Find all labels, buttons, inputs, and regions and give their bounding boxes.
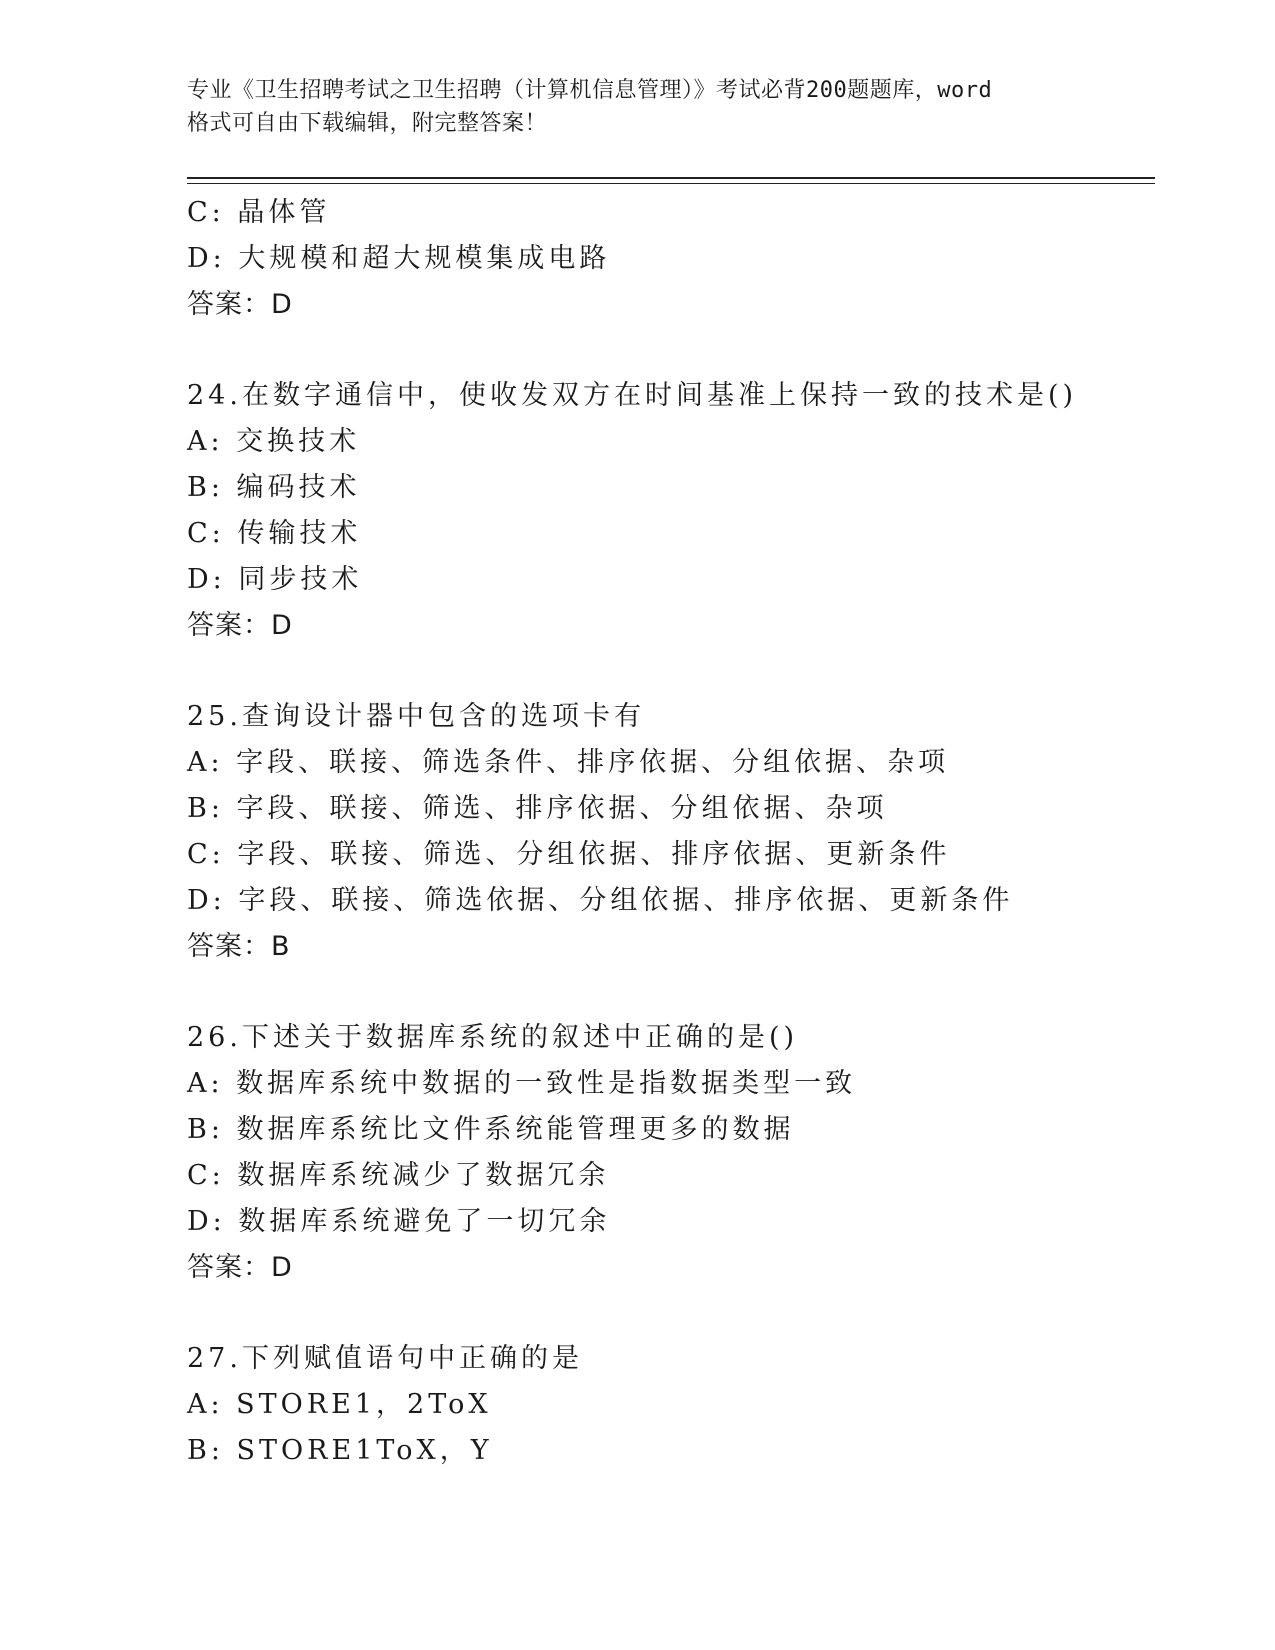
option-d: D: 大规模和超大规模集成电路 bbox=[187, 243, 611, 274]
question-27 bbox=[187, 1336, 1147, 1474]
option-c: C: 传输技术 bbox=[187, 518, 362, 549]
option-d: D: 字段、联接、筛选依据、分组依据、排序依据、更新条件 bbox=[187, 885, 1014, 916]
question-25 bbox=[187, 694, 1147, 970]
option-d: D: 同步技术 bbox=[187, 564, 363, 595]
question-stem: 27.下列赋值语句中正确的是 bbox=[187, 1343, 583, 1374]
option-b: B: 字段、联接、筛选、排序依据、分组依据、杂项 bbox=[187, 793, 888, 824]
header-title-line-2: 格式可自由下载编辑，附完整答案！ bbox=[187, 111, 548, 136]
option-c: C: 数据库系统减少了数据冗余 bbox=[187, 1160, 610, 1191]
question-stem: 24.在数字通信中，使收发双方在时间基准上保持一致的技术是() bbox=[187, 380, 1078, 411]
question-24 bbox=[187, 373, 1147, 649]
question-stem: 25.查询设计器中包含的选项卡有 bbox=[187, 701, 645, 732]
option-a: A: 字段、联接、筛选条件、排序依据、分组依据、杂项 bbox=[187, 747, 950, 778]
question-list bbox=[187, 190, 1147, 1474]
question-26 bbox=[187, 1015, 1147, 1291]
option-b: B: STORE1ToX，Y bbox=[187, 1435, 493, 1466]
option-a: A: 数据库系统中数据的一致性是指数据类型一致 bbox=[187, 1068, 857, 1099]
option-a: A: 交换技术 bbox=[187, 426, 361, 457]
question-stem: 26.下述关于数据库系统的叙述中正确的是() bbox=[187, 1022, 799, 1053]
option-c: C: 字段、联接、筛选、分组依据、排序依据、更新条件 bbox=[187, 839, 951, 870]
answer: 答案：B bbox=[187, 931, 291, 962]
option-b: B: 编码技术 bbox=[187, 472, 361, 503]
answer: 答案：D bbox=[187, 289, 293, 320]
header-divider-thin bbox=[187, 183, 1155, 184]
header-divider-thick bbox=[187, 177, 1155, 179]
option-b: B: 数据库系统比文件系统能管理更多的数据 bbox=[187, 1114, 795, 1145]
option-d: D: 数据库系统避免了一切冗余 bbox=[187, 1206, 611, 1237]
option-c: C: 晶体管 bbox=[187, 197, 331, 228]
question-fragment bbox=[187, 190, 1147, 328]
answer: 答案：D bbox=[187, 610, 293, 641]
option-a: A: STORE1，2ToX bbox=[187, 1389, 492, 1420]
document-header bbox=[187, 74, 1087, 140]
header-title-line-1: 专业《卫生招聘考试之卫生招聘（计算机信息管理）》考试必背200题题库，word bbox=[187, 78, 993, 103]
answer: 答案：D bbox=[187, 1252, 293, 1283]
